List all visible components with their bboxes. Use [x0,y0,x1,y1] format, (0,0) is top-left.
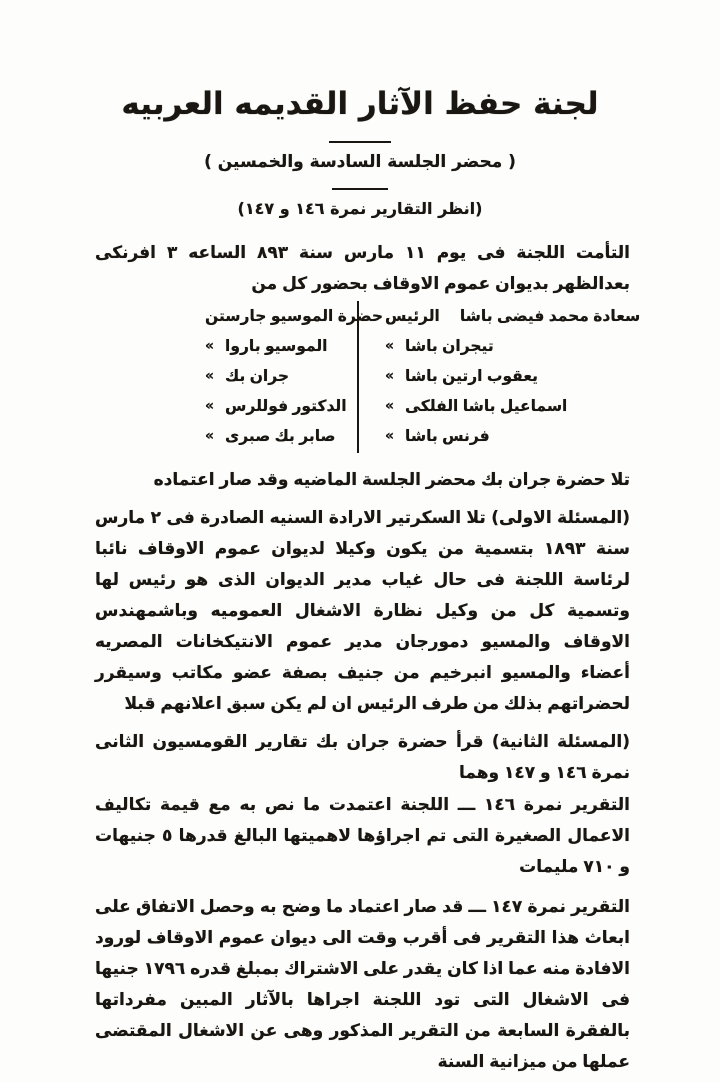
attendee-row [359,331,630,361]
attendee-name: اسماعيل باشا الفلكى [405,396,568,415]
ditto-mark: « [385,337,395,354]
attendee-row [359,301,641,331]
attendee-row [359,361,630,391]
section-report-146 [95,790,630,883]
page-title: لجنة حفظ الآثار القديمه العربيه [121,86,599,122]
attendees-table [95,301,641,453]
ditto-mark: « [205,397,215,414]
ditto-mark: « [205,427,215,444]
attendee-name: يعقوب ارتين باشا [405,366,538,385]
section-first-matter [95,503,630,720]
attendee-role: الرئيس [385,306,440,325]
attendee-name: حضرة الموسيو جارستن [205,306,383,325]
attendee-row [359,421,630,451]
section-report-147 [95,892,630,1078]
section-text: اللجنة اعتمدت ما نص به مع قيمة تكاليف الاعمال الصغيرة التى تم اجراؤها لاهميتها البالغ قدرها ٥ جنيهات و ٧١٠ مليمات [95,795,630,877]
attendee-name: صابر بك صبرى [225,426,336,445]
attendee-row [95,301,383,331]
section-label: (المسئلة الثانية) [491,732,631,752]
session-subtitle: ( محضر الجلسة السادسة والخمسين ) [204,152,516,172]
section-text: قرأ حضرة جران بك تقارير القومسيون الثانى نمرة ١٤٦ و ١٤٧ وهما [95,732,630,783]
section-label: (المسئلة الاولى) [491,508,631,528]
subtitle-divider-rule [332,188,388,190]
section-text: تلا السكرتير الارادة السنيه الصادرة فى ٢ مارس سنة ١٨٩٣ بتسمية من يكون وكيلا لديوان عموم الاوقاف نائبا لرئاسة اللجنة فى حال غياب مدير الديوان الذى هو رئيس لها وتسمية كل من وكيل نظارة الاشغال العموميه وباشمهندس الاوقاف والمسيو دمورجان مدير عموم الانتيكخانات المصريه أعضاء والمسيو انبرخيم من جنيف بصفة عضو مكاتب وسيقرر لحضراتهم بذلك من طرف الرئيس ان لم يكن سبق اعلانهم قبلا [95,508,630,714]
attendee-name: الموسيو باروا [225,336,328,355]
ditto-mark: « [385,427,395,444]
attendee-row [95,361,357,391]
ditto-mark: « [385,367,395,384]
attendee-name: جران بك [225,366,290,385]
section-label: التقرير نمرة ١٤٦ ـــ [457,795,631,815]
attendee-name: الدكتور فوللرس [225,396,347,415]
document-body [95,238,641,1078]
attendee-row [95,421,357,451]
ditto-mark: « [205,337,215,354]
section-second-matter [95,727,630,789]
attendee-row [359,391,630,421]
attendee-name: سعادة محمد فيضى باشا [459,306,641,325]
minutes-approval-line: تلا حضرة جران بك محضر الجلسة الماضيه وقد صار اعتماده [153,470,630,490]
ditto-mark: « [205,367,215,384]
section-label: التقرير نمرة ١٤٧ ـــ [468,897,630,917]
attendee-row [95,391,357,421]
section-text: قد صار اعتماد ما وضح به وحصل الاتفاق على ابعاث هذا التقرير فى أقرب وقت الى ديوان عموم الاوقاف لورود الافادة منه عما اذا كان يقدر على الاشتراك بمبلغ قدره ١٧٩٦ جنيها فى الاشغال التى تود اللجنة اجراها بالآثار المبين مفرداتها بالفقرة السابعة من التقرير المذكور وهى عن الاشغال المقتضى عملها من ميزانية السنة [95,897,631,1072]
ditto-mark: « [385,397,395,414]
attendee-row [95,331,357,361]
title-divider-rule [329,141,391,143]
reports-reference-note: (انظر التقارير نمرة ١٤٦ و ١٤٧) [237,199,483,218]
attendee-name: فرنس باشا [405,426,490,445]
attendees-left-column [95,301,383,453]
attendees-right-column [357,301,641,453]
attendee-name: تيجران باشا [405,336,494,355]
intro-paragraph: التأمت اللجنة فى يوم ١١ مارس سنة ٨٩٣ الساعه ٣ افرنكى بعدالظهر بديوان عموم الاوقاف بحضور كل من [95,243,630,294]
